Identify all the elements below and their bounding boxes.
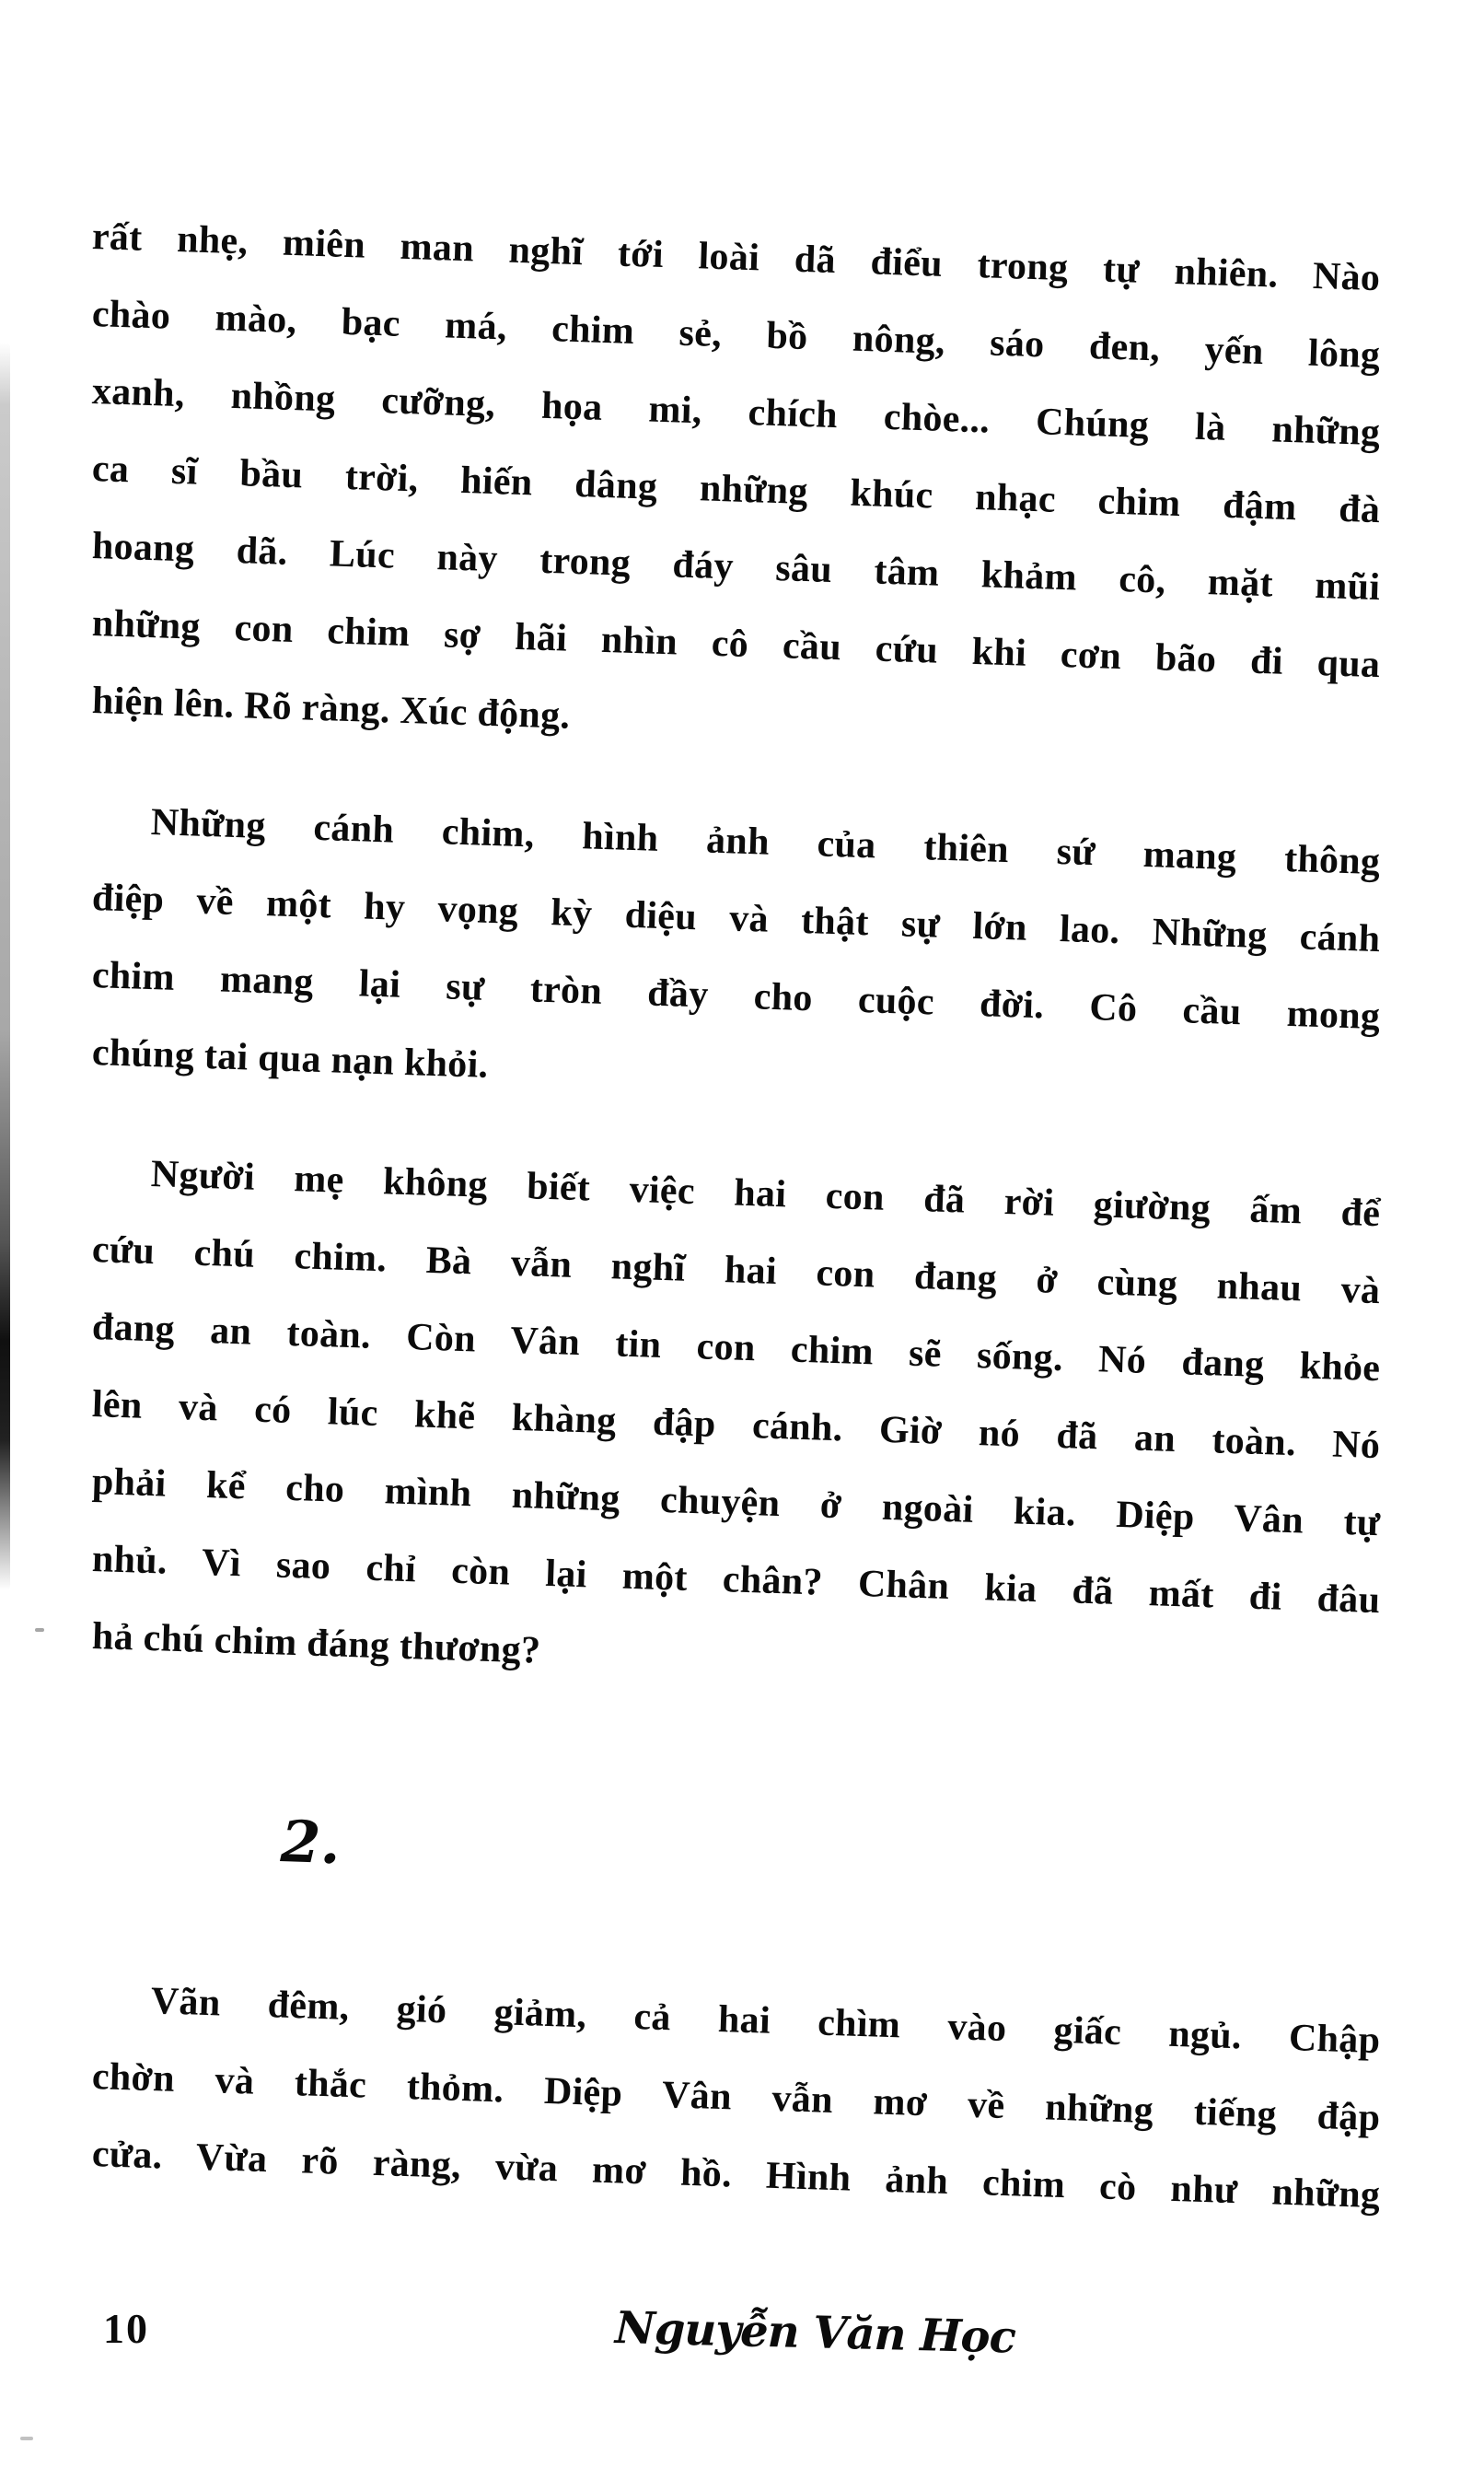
paragraph: [92, 198, 1381, 739]
text-line: cửa. Vừa rõ ràng, vừa mơ hồ. Hình ảnh chim cò như những: [91, 2133, 1382, 2217]
paragraph: [92, 1134, 1381, 1675]
text-line: cứu chú chim. Bà vẫn nghĩ hai con đang ở cùng nhau và: [91, 1228, 1382, 1313]
text-line: điệp về một hy vọng kỳ diệu và thật sự lớn lao. Những cánh: [91, 877, 1382, 961]
text-line: rất nhẹ, miên man nghĩ tới loài dã điểu trong tự nhiên. Nào: [91, 215, 1382, 300]
text-line: chờn và thắc thỏm. Diệp Vân vẫn mơ về những tiếng đập: [91, 2055, 1382, 2140]
page-number: 10: [103, 2305, 149, 2352]
text-line: xanh, nhồng cưỡng, họa mi, chích chòe... Chúng là những: [91, 370, 1382, 455]
body-text: [91, 198, 1382, 2217]
text-line: chim mang lại sự tròn đầy cho cuộc đời. Cô cầu mong: [91, 954, 1382, 1039]
text-line: lên và có lúc khẽ khàng đập cánh. Giờ nó đã an toàn. Nó: [91, 1383, 1382, 1468]
text-line: hả chú chim đáng thương?: [91, 1615, 541, 1672]
text-line: ca sĩ bầu trời, hiến dâng những khúc nhạc chim đậm đà: [91, 448, 1382, 532]
text-line: Vãn đêm, gió giảm, cả hai chìm vào giấc ngủ. Chập: [150, 1980, 1382, 2063]
text-line: chúng tai qua nạn khỏi.: [91, 1031, 490, 1087]
book-gutter-shadow: [0, 343, 10, 1590]
text-line: phải kể cho mình những chuyện ở ngoài kia. Diệp Vân tự: [91, 1461, 1382, 1545]
scan-artifact: [35, 1628, 44, 1632]
text-line: Những cánh chim, hình ảnh của thiên sứ mang thông: [150, 801, 1382, 884]
section-number: 2.: [279, 1808, 342, 1878]
running-footer-author: Nguyễn Văn Học: [614, 2302, 1016, 2364]
scan-artifact: [20, 2437, 33, 2440]
text-line: đang an toàn. Còn Vân tin con chim sẽ sống. Nó đang khỏe: [91, 1306, 1382, 1391]
text-line: chào mào, bạc má, chim sẻ, bồ nông, sáo đen, yến lông: [91, 293, 1382, 378]
text-line: hoang dã. Lúc này trong đáy sâu tâm khảm cô, mặt mũi: [91, 525, 1382, 610]
paragraph: [91, 1961, 1382, 2217]
text-line: hiện lên. Rõ ràng. Xúc động.: [91, 680, 571, 738]
text-line: những con chim sợ hãi nhìn cô cầu cứu khi cơn bão đi qua: [91, 602, 1382, 687]
text-line: Người mẹ không biết việc hai con đã rời giường ấm để: [150, 1153, 1382, 1236]
text-line: nhủ. Vì sao chỉ còn lại một chân? Chân kia đã mất đi đâu: [91, 1538, 1382, 1623]
paragraph: [92, 782, 1381, 1091]
